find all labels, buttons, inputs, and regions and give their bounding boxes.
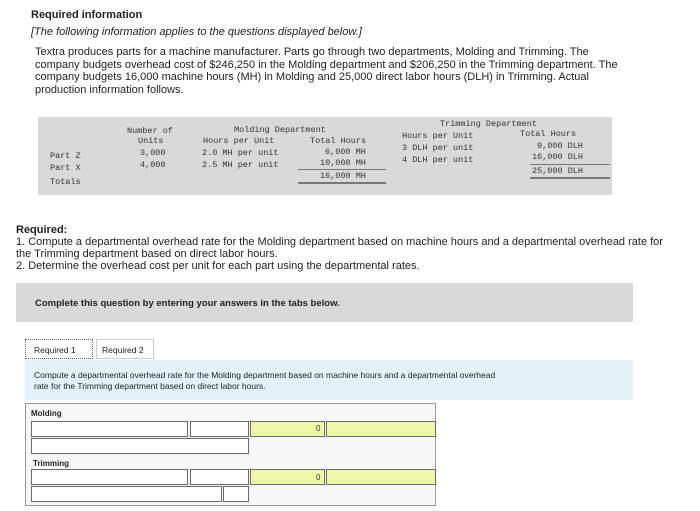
instruction-line: rate for the Trimming department based on direct labor hours. — [34, 380, 266, 391]
molding-total-value: 10,000 MH — [320, 158, 366, 168]
units-value: 4,000 — [140, 160, 166, 170]
molding-allocation-input[interactable] — [190, 421, 249, 437]
trimming-rate-unit-input[interactable] — [326, 469, 436, 485]
trimming-base-unit-input[interactable] — [223, 486, 249, 502]
trimming-sum-line — [530, 164, 610, 165]
trimming-label: Trimming — [33, 459, 70, 468]
molding-total-value: 6,000 MH — [325, 147, 366, 157]
molding-overhead-input[interactable] — [31, 421, 188, 437]
molding-grand-total: 16,000 MH — [320, 171, 366, 181]
required-information-heading: Required information — [31, 9, 143, 21]
part-label: Part X — [50, 163, 81, 173]
trimming-dept-header: Trimming Department — [440, 119, 537, 129]
trimming-total-value: 9,000 DLH — [537, 141, 583, 151]
molding-rate-value: 0 — [316, 424, 321, 433]
tab-required-1-label: Required 1 — [34, 345, 76, 355]
trimming-hpu-value: 4 DLH per unit — [402, 155, 474, 165]
intro-line: Textra produces parts for a machine manufacturer. Parts go through two departments, Molding and Trimming. The — [35, 46, 589, 58]
required-item-2: 2. Determine the overhead cost per unit for each part using the departmental rates. — [16, 260, 420, 272]
instruction-text — [34, 370, 495, 391]
molding-rate-input[interactable] — [250, 421, 325, 437]
trimming-rate-value: 0 — [316, 473, 321, 482]
molding-total-line — [298, 182, 386, 184]
required-title: Required: — [16, 224, 68, 236]
molding-hpu-value: 2.5 MH per unit — [202, 160, 279, 170]
tab-required-2-label: Required 2 — [102, 345, 144, 355]
trimming-total-value: 16,000 DLH — [532, 152, 584, 162]
units-header: Units — [138, 136, 164, 146]
intro-line: company budgets overhead cost of $246,250 in the Molding department and $206,250 in the Trimming department. The — [35, 58, 618, 71]
intro-line: company budgets 16,000 machine hours (MH) in Molding and 25,000 direct labor hours (DLH) in Trimming. Actual — [35, 71, 589, 83]
trimming-overhead-input[interactable] — [31, 469, 188, 485]
totals-label: Totals — [50, 177, 81, 187]
molding-dept-header: Molding Department — [234, 125, 326, 135]
trimming-total-line — [530, 177, 610, 179]
intro-paragraph — [35, 46, 618, 96]
trimming-rate-input[interactable] — [250, 469, 325, 485]
trimming-hpu-header: Hours per Unit — [402, 131, 474, 141]
molding-rate-unit-input[interactable] — [326, 421, 436, 437]
molding-total-header: Total Hours — [310, 136, 367, 146]
trimming-base-input[interactable] — [31, 486, 222, 502]
trimming-hpu-value: 3 DLH per unit — [402, 143, 474, 153]
trimming-grand-total: 25,000 DLH — [532, 166, 584, 176]
trimming-allocation-input[interactable] — [190, 469, 249, 485]
units-header: Number of — [127, 126, 173, 136]
molding-sum-line — [298, 169, 386, 170]
molding-hpu-header: Hours per Unit — [203, 136, 275, 146]
complete-banner-text: Complete this question by entering your answers in the tabs below. — [35, 298, 340, 309]
required-item-1-cont: the Trimming department based on direct labor hours. — [16, 248, 278, 260]
intro-line: production information follows. — [35, 83, 184, 96]
context-note: [The following information applies to the questions displayed below.] — [31, 26, 362, 38]
molding-base-input[interactable] — [31, 438, 249, 454]
required-item-1: 1. Compute a departmental overhead rate for the Molding department based on machine hours and a departmental overhead rate for — [16, 236, 663, 248]
required-section — [16, 224, 663, 272]
part-label: Part Z — [50, 151, 81, 161]
units-value: 3,000 — [140, 148, 166, 158]
molding-label: Molding — [31, 409, 62, 418]
instruction-line: Compute a departmental overhead rate for the Molding department based on machine hours and a departmental overhead — [34, 370, 496, 380]
trimming-total-header: Total Hours — [520, 129, 577, 139]
molding-hpu-value: 2.0 MH per unit — [202, 148, 279, 158]
